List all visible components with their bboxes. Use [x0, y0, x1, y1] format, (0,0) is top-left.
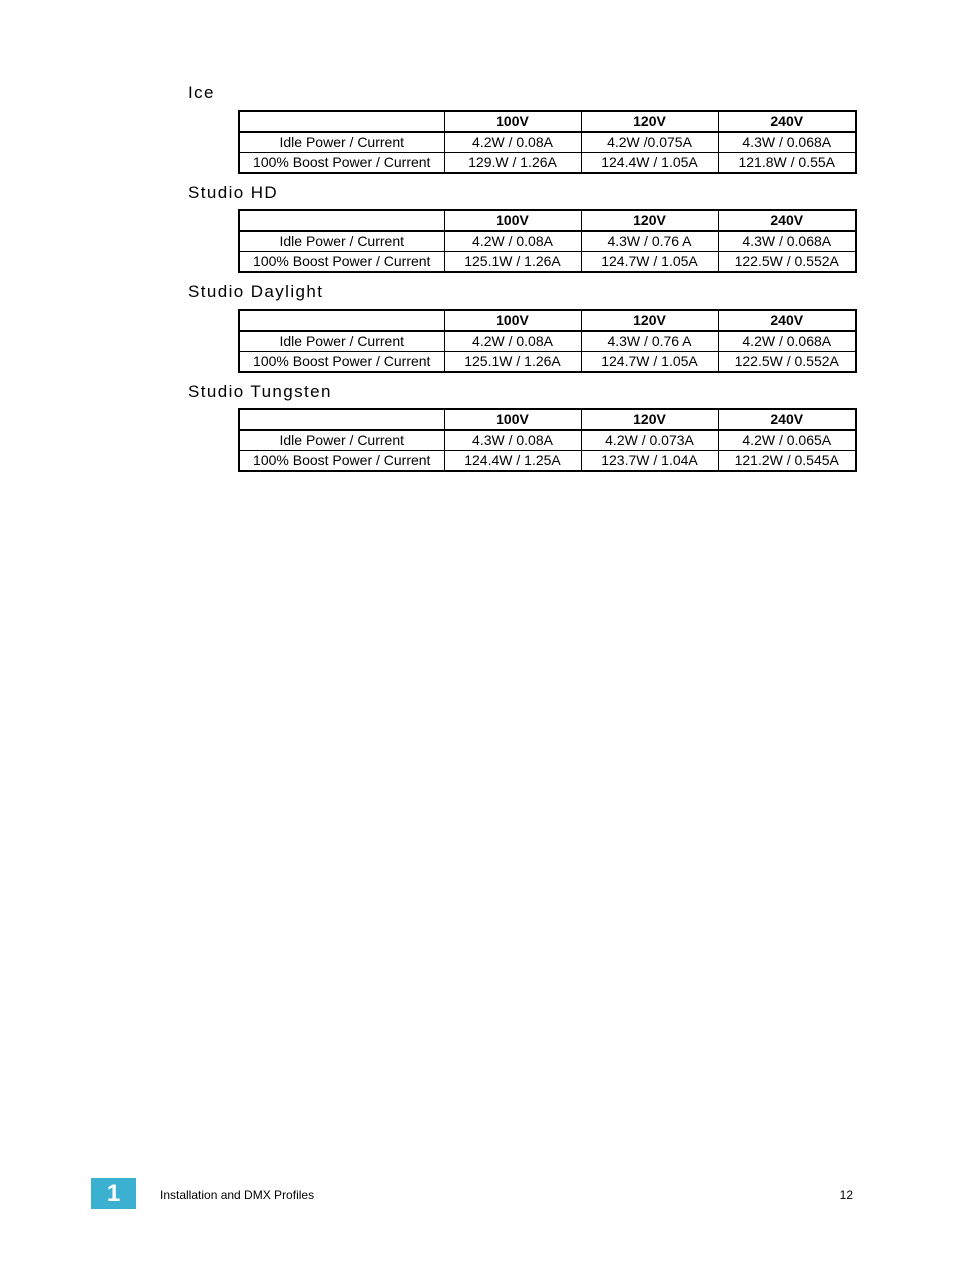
table-cell: 4.2W /0.075A [581, 132, 718, 153]
table-cell: 121.2W / 0.545A [718, 451, 856, 472]
header-cell: 120V [581, 111, 718, 132]
table-cell: 121.8W / 0.55A [718, 153, 856, 174]
header-cell [239, 111, 444, 132]
header-cell [239, 210, 444, 231]
header-cell: 240V [718, 111, 856, 132]
table-header-row [239, 310, 856, 331]
row-label: Idle Power / Current [239, 430, 444, 451]
table-header-row [239, 111, 856, 132]
table-cell: 4.3W / 0.08A [444, 430, 581, 451]
table-cell: 4.2W / 0.068A [718, 331, 856, 352]
chapter-title: Installation and DMX Profiles [160, 1188, 315, 1202]
table-row [239, 252, 856, 273]
table-cell: 4.2W / 0.08A [444, 132, 581, 153]
row-label: Idle Power / Current [239, 231, 444, 252]
table-cell: 4.2W / 0.08A [444, 231, 581, 252]
table-row [239, 231, 856, 252]
header-cell: 100V [444, 310, 581, 331]
header-cell [239, 409, 444, 430]
table-cell: 124.7W / 1.05A [581, 252, 718, 273]
table-row [239, 331, 856, 352]
power-table-studio-tungsten [238, 408, 857, 472]
power-table-studio-hd [238, 209, 857, 273]
table-row [239, 153, 856, 174]
table-cell: 4.3W / 0.068A [718, 231, 856, 252]
row-label: Idle Power / Current [239, 331, 444, 352]
table-row [239, 451, 856, 472]
header-cell [239, 310, 444, 331]
table-cell: 122.5W / 0.552A [718, 252, 856, 273]
table-cell: 125.1W / 1.26A [444, 352, 581, 373]
table-cell: 125.1W / 1.26A [444, 252, 581, 273]
row-label: 100% Boost Power / Current [239, 252, 444, 273]
section-title-studio-daylight: Studio Daylight [188, 282, 324, 301]
table-cell: 129.W / 1.26A [444, 153, 581, 174]
row-label: 100% Boost Power / Current [239, 352, 444, 373]
table-cell: 4.2W / 0.065A [718, 430, 856, 451]
header-cell: 240V [718, 210, 856, 231]
table-row [239, 352, 856, 373]
table-cell: 123.7W / 1.04A [581, 451, 718, 472]
table-cell: 4.3W / 0.068A [718, 132, 856, 153]
power-table-studio-daylight [238, 309, 857, 373]
table-cell: 122.5W / 0.552A [718, 352, 856, 373]
header-cell: 240V [718, 409, 856, 430]
table-cell: 4.3W / 0.76 A [581, 331, 718, 352]
table-cell: 4.2W / 0.08A [444, 331, 581, 352]
table-header-row [239, 210, 856, 231]
table-row [239, 430, 856, 451]
table-cell: 124.4W / 1.25A [444, 451, 581, 472]
header-cell: 120V [581, 210, 718, 231]
row-label: 100% Boost Power / Current [239, 451, 444, 472]
table-cell: 4.2W / 0.073A [581, 430, 718, 451]
table-row [239, 132, 856, 153]
header-cell: 100V [444, 111, 581, 132]
table-cell: 4.3W / 0.76 A [581, 231, 718, 252]
table-cell: 124.4W / 1.05A [581, 153, 718, 174]
table-header-row [239, 409, 856, 430]
header-cell: 100V [444, 409, 581, 430]
header-cell: 120V [581, 310, 718, 331]
chapter-number-badge: 1 [91, 1178, 136, 1209]
power-table-ice [238, 110, 857, 174]
section-title-studio-hd: Studio HD [188, 183, 279, 202]
header-cell: 120V [581, 409, 718, 430]
section-title-ice: Ice [188, 83, 215, 102]
row-label: 100% Boost Power / Current [239, 153, 444, 174]
row-label: Idle Power / Current [239, 132, 444, 153]
section-title-studio-tungsten: Studio Tungsten [188, 382, 332, 401]
page-number: 12 [839, 1188, 853, 1202]
header-cell: 100V [444, 210, 581, 231]
header-cell: 240V [718, 310, 856, 331]
table-cell: 124.7W / 1.05A [581, 352, 718, 373]
